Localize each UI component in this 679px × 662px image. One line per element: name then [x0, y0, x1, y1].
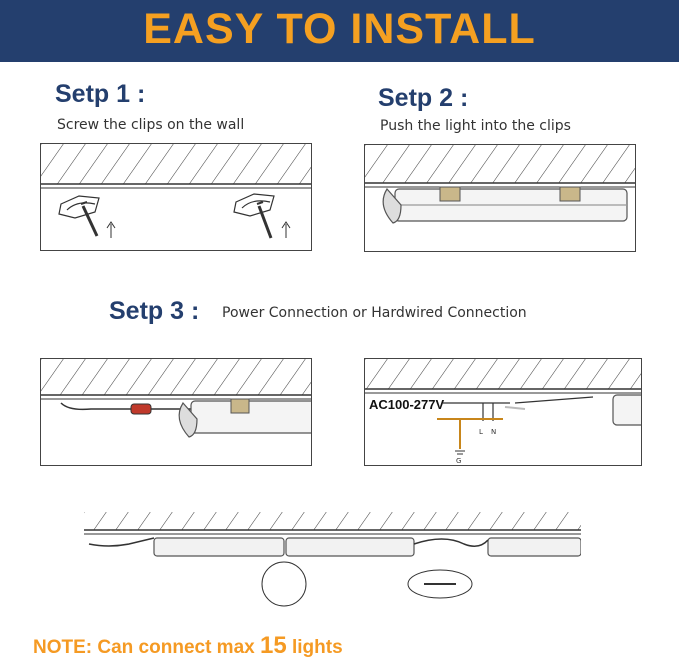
- up-arrow-icon: [107, 222, 115, 238]
- note-suffix: lights: [286, 637, 343, 658]
- led-tube-light: [613, 395, 641, 425]
- switch-icon: [131, 404, 151, 414]
- up-arrow-icon: [282, 222, 290, 238]
- step-3-text: Power Connection or Hardwired Connection: [222, 305, 527, 321]
- led-tube-light: [383, 189, 627, 223]
- mounting-clip: [231, 399, 249, 413]
- step-1-text: Screw the clips on the wall: [57, 117, 245, 133]
- ground-label: G: [456, 457, 462, 465]
- hardwired-illustration: [365, 359, 641, 465]
- banner-title: EASY TO INSTALL: [143, 5, 536, 53]
- title-banner: [0, 0, 679, 62]
- connector-cable: [414, 539, 488, 546]
- step-2-heading: Setp 2 :: [378, 84, 469, 112]
- neutral-label: N: [491, 428, 497, 436]
- step-1-heading: Setp 1 :: [55, 80, 146, 108]
- clip-icon: [59, 196, 99, 218]
- step-2-illustration: [365, 145, 635, 251]
- power-cord-diagram: [40, 358, 312, 466]
- step-3-heading: Setp 3 :: [109, 297, 200, 325]
- ground-symbol: [455, 451, 465, 454]
- step-2-diagram: [364, 144, 636, 252]
- note-prefix: NOTE: Can connect max: [33, 637, 260, 658]
- led-tube-light: [154, 538, 581, 556]
- power-cord: [89, 538, 154, 546]
- clip-icon: [234, 194, 274, 216]
- hardwired-diagram: [364, 358, 642, 466]
- linking-illustration: [84, 512, 581, 607]
- note-count: 15: [260, 632, 287, 659]
- step-1-diagram: [40, 143, 312, 251]
- live-label: L: [479, 428, 483, 436]
- step-2-text: Push the light into the clips: [380, 118, 571, 134]
- voltage-label: AC100-277V: [369, 397, 445, 412]
- note-text: [33, 632, 343, 660]
- step-1-illustration: [41, 144, 311, 250]
- magnifier-joint: [262, 562, 306, 606]
- linking-diagram: [84, 512, 581, 607]
- power-cord-illustration: [41, 359, 311, 465]
